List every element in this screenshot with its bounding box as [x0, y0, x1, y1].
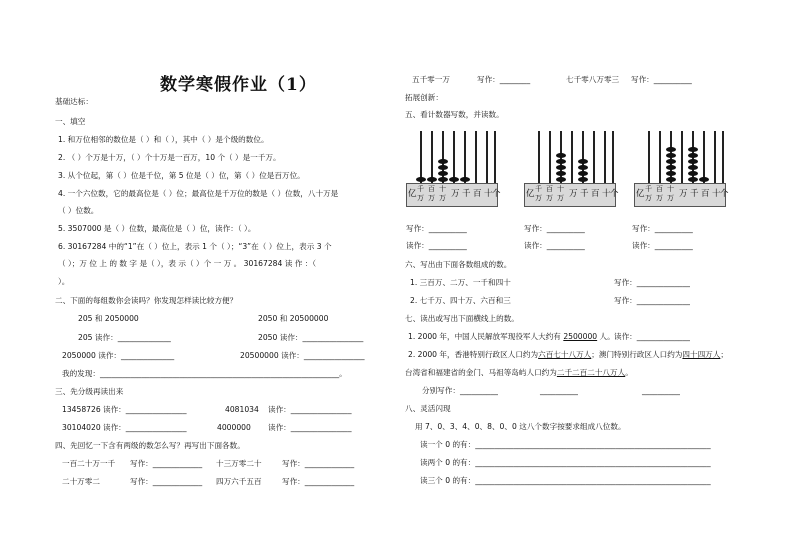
abacus-bead: [438, 177, 448, 182]
abacus-rod: [571, 131, 573, 183]
abacus-rod: [538, 131, 540, 183]
q1-text: 1. 和万位相邻的数位是（ ）和（ ），其中（ ）是个级的数位。: [58, 135, 269, 144]
abacus-rod: [612, 131, 614, 183]
abacus-bead: [666, 147, 676, 152]
s3-read-3: 读作：________________: [103, 423, 187, 432]
abacus-1-write: 写作：__________: [406, 224, 467, 233]
s7-number-1: 2500000: [563, 332, 598, 341]
s7-number-3: 四十四万人: [682, 350, 721, 359]
s3-number-2: 4081034: [225, 405, 259, 414]
s4-item-3: 二十万零二: [62, 477, 100, 486]
q3-text: 3. 从个位起，第（ ）位是千位，第 5 位是（ ）位，第（ ）位是百万位。: [58, 171, 305, 180]
top-item-2: 七千零八万零三: [566, 75, 620, 84]
abacus-bead: [688, 165, 698, 170]
s3-read-2: 读作：________________: [268, 405, 352, 414]
abacus-place-label: 百: [473, 189, 482, 199]
abacus-rod: [659, 131, 661, 183]
abacus-rod: [549, 131, 551, 183]
abacus-bead: [666, 171, 676, 176]
abacus-bead: [666, 177, 676, 182]
abacus-1-read: 读作：__________: [406, 241, 467, 250]
s6-item-2: 2. 七千万、四十万、六百和三: [410, 296, 511, 305]
s2-read-4: 20500000 读作：________________: [240, 351, 365, 360]
s8-line-3: 读三个 0 的有：______________________________________________________________: [420, 476, 711, 485]
s6-write-2: 写作：______________: [614, 296, 690, 305]
abacus-place-label: 百万: [546, 185, 553, 202]
s7-number-2: 六百七十八万人: [538, 350, 592, 359]
abacus-bead: [556, 159, 566, 164]
abacus-bead: [460, 177, 470, 182]
abacus-rod: [464, 131, 466, 183]
abacus-rod: [703, 131, 705, 183]
abacus-bead: [578, 171, 588, 176]
s7-item-1: 1. 2000 年，中国人民解放军现役军人大约有 2500000 人。: [408, 332, 615, 341]
abacus-rod: [722, 131, 724, 183]
s7-write-3: __________: [642, 386, 680, 395]
abacus-place-label: 百万: [428, 185, 435, 202]
s4-write-1: 写作：_____________: [130, 459, 203, 468]
abacus-rod: [486, 131, 488, 183]
abacus-bead: [666, 165, 676, 170]
abacus-place-label: 千万: [417, 185, 424, 202]
abacus-place-label: 十万: [667, 185, 674, 202]
s3-number-3: 30104020: [62, 423, 101, 432]
abacus-place-label: 十: [484, 189, 493, 199]
q6-text-c: ）。: [58, 277, 70, 286]
abacus-bead: [556, 171, 566, 176]
abacus-rod: [714, 131, 716, 183]
q4-text-a: 4. 一个六位数，它的最高位是（ ）位；最高位是千万位的数是（ ）位数，八十万是: [58, 189, 339, 198]
s4-write-2: 写作：_____________: [282, 459, 355, 468]
section4-heading: 四、先回忆一下含有两级的数怎么写？再写出下面各数。: [55, 441, 245, 450]
abacus-rod: [420, 131, 422, 183]
s7-item-3: 台湾省和福建省的金门、马祖等岛屿人口约为二千二百二十八万人。: [405, 368, 633, 377]
q6-text-a: 6. 30167284 中的“1”在（ ）位上，表示 1 个（ ）；“3”在（ ）位上，表示 3 个: [58, 242, 332, 251]
s2-finding: 我的发现：_______________________________________________________________。: [62, 369, 347, 378]
abacus-1: [406, 131, 501, 211]
abacus-place-label: 亿: [526, 189, 535, 199]
s8-intro: 用 7、0、3、4、0、8、0、0 这八个数字按要求组成八位数。: [415, 422, 626, 431]
abacus-bead: [688, 153, 698, 158]
q2-text: 2. （ ）个万是十万，（ ）个十万是一百万，10 个（ ）是一千万。: [58, 153, 281, 162]
abacus-2-read: 读作：__________: [524, 241, 585, 250]
abacus-bead: [688, 159, 698, 164]
abacus-place-label: 万: [451, 189, 460, 199]
s8-line-2: 读两个 0 的有：______________________________________________________________: [420, 458, 711, 467]
q6-text-b: （ ）；万 位 上 的 数 字 是（ ），表 示（ ）个 一 万 。 30167284 读 作 ：（: [58, 259, 317, 268]
extension-heading: 拓展创新：: [405, 93, 443, 102]
abacus-3: [634, 131, 729, 211]
abacus-bead: [438, 171, 448, 176]
s7-write-2: __________: [540, 386, 578, 395]
abacus-place-label: 亿: [408, 189, 417, 199]
abacus-place-label: 十万: [439, 185, 446, 202]
top-item-1: 五千零一万: [412, 75, 450, 84]
s2-read-2: 2050 读作：________________: [258, 333, 364, 342]
section2-heading: 二、下面的每组数你会读吗？你发现怎样读比较方便？: [55, 296, 238, 305]
section6-heading: 六、写出由下面各数组成的数。: [405, 260, 512, 269]
abacus-2: [524, 131, 619, 211]
s6-write-1: 写作：______________: [614, 278, 690, 287]
abacus-bead: [578, 177, 588, 182]
s3-read-4: 读作：________________: [268, 423, 352, 432]
section1-heading: 一、填空: [55, 117, 86, 126]
abacus-rod: [604, 131, 606, 183]
abacus-place-label: 百: [701, 189, 710, 199]
abacus-rod: [494, 131, 496, 183]
s3-number-1: 13458726: [62, 405, 101, 414]
s4-write-3: 写作：_____________: [130, 477, 203, 486]
abacus-3-write: 写作：__________: [632, 224, 693, 233]
section3-heading: 三、先分级再读出来: [55, 387, 124, 396]
abacus-bead: [556, 165, 566, 170]
s2-read-1: 205 读作：______________: [78, 333, 171, 342]
abacus-place-label: 千: [580, 189, 589, 199]
abacus-bead: [556, 177, 566, 182]
s4-item-4: 四万六千五百: [216, 477, 262, 486]
s4-item-2: 十三万零二十: [216, 459, 262, 468]
section8-heading: 八、灵活闪现: [405, 404, 451, 413]
s4-item-1: 一百二十万一千: [62, 459, 116, 468]
s8-line-1: 读一个 0 的有：______________________________________________________________: [420, 440, 711, 449]
s2-read-3: 2050000 读作：______________: [62, 351, 175, 360]
abacus-bead: [666, 159, 676, 164]
q5-text: 5. 3507000 是（ ）位数，最高位是（ ）位，读作：（ ）。: [58, 224, 256, 233]
abacus-rod: [593, 131, 595, 183]
s7-item-2: 2. 2000 年，香港特别行政区人口约为六百七十八万人；澳门特别行政区人口约为四十四万人；: [408, 350, 728, 359]
abacus-place-label: 百: [591, 189, 600, 199]
abacus-bead: [688, 147, 698, 152]
abacus-place-label: 十万: [557, 185, 564, 202]
s7-read-1: 读作：______________: [614, 332, 690, 341]
abacus-bead: [427, 177, 437, 182]
s2-pair-2: 2050 和 20500000: [258, 314, 329, 323]
abacus-bead: [438, 159, 448, 164]
abacus-bead: [578, 165, 588, 170]
abacus-place-label: 个: [610, 189, 619, 199]
abacus-3-read: 读作：__________: [632, 241, 693, 250]
s2-pair-1: 205 和 2050000: [78, 314, 139, 323]
s7-number-4: 二千二百二十八万人: [556, 368, 626, 377]
basic-heading: 基础达标：: [55, 97, 93, 106]
abacus-rod: [681, 131, 683, 183]
abacus-bead: [449, 177, 459, 182]
abacus-rod: [453, 131, 455, 183]
abacus-place-label: 万: [569, 189, 578, 199]
abacus-place-label: 百万: [656, 185, 663, 202]
abacus-place-label: 万: [679, 189, 688, 199]
abacus-bead: [666, 153, 676, 158]
abacus-2-write: 写作：__________: [524, 224, 585, 233]
section7-heading: 七、读出或写出下面横线上的数。: [405, 314, 519, 323]
abacus-rod: [475, 131, 477, 183]
abacus-place-label: 十: [602, 189, 611, 199]
abacus-place-label: 十: [712, 189, 721, 199]
abacus-bead: [699, 177, 709, 182]
abacus-bead: [416, 177, 426, 182]
abacus-place-label: 千万: [535, 185, 542, 202]
abacus-bead: [688, 171, 698, 176]
abacus-place-label: 亿: [636, 189, 645, 199]
abacus-place-label: 个: [720, 189, 729, 199]
abacus-place-label: 个: [492, 189, 501, 199]
page-title: 数学寒假作业（1）: [160, 75, 317, 95]
abacus-place-label: 千万: [645, 185, 652, 202]
abacus-bead: [578, 159, 588, 164]
q4-text-b: （ ）位数。: [58, 206, 99, 215]
abacus-bead: [688, 177, 698, 182]
s3-number-4: 4000000: [217, 423, 251, 432]
abacus-bead: [556, 153, 566, 158]
top-write-2: 写作：__________: [631, 75, 692, 84]
section5-heading: 五、看计数器写数，并读数。: [405, 110, 504, 119]
s6-item-1: 1. 三百万、二万、一千和四十: [410, 278, 511, 287]
abacus-place-label: 千: [690, 189, 699, 199]
s7-write-1: 分别写作：__________: [422, 386, 498, 395]
s4-write-4: 写作：_____________: [282, 477, 355, 486]
top-write-1: 写作：________: [477, 75, 531, 84]
abacus-bead: [438, 165, 448, 170]
abacus-rod: [431, 131, 433, 183]
abacus-rod: [648, 131, 650, 183]
abacus-place-label: 千: [462, 189, 471, 199]
s3-read-1: 读作：________________: [103, 405, 187, 414]
